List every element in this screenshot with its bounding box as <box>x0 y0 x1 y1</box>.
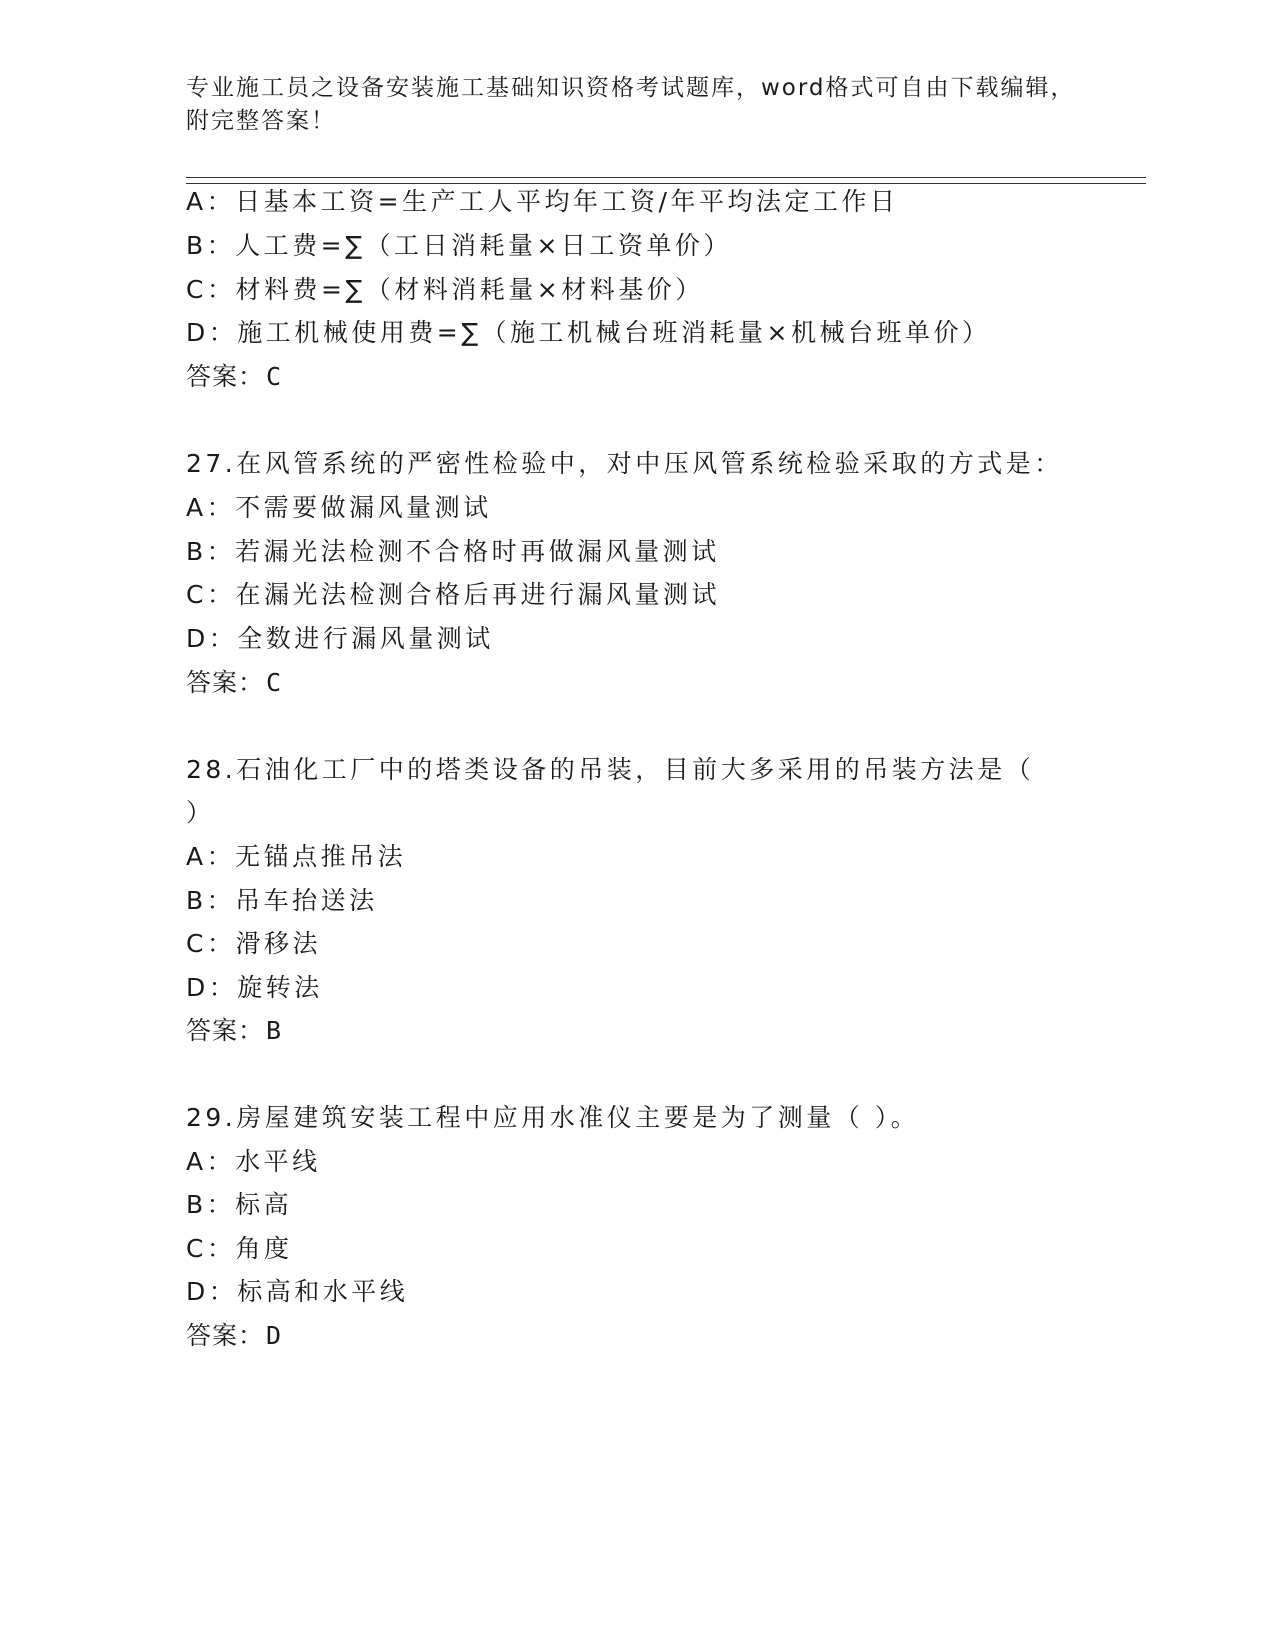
header-divider <box>186 177 1146 184</box>
q27-option-d: D：全数进行漏风量测试 <box>186 624 494 653</box>
q28-option-a: A：无锚点推吊法 <box>186 842 407 871</box>
answer-label: 答案： <box>186 668 265 697</box>
q27-option-c: C：在漏光法检测合格后再进行漏风量测试 <box>186 580 720 609</box>
answer-value: C <box>266 668 283 697</box>
q26-option-b: B：人工费=∑（工日消耗量×日工资单价） <box>186 231 732 260</box>
q28-option-d: D：旋转法 <box>186 973 323 1002</box>
document-header <box>186 72 1086 138</box>
q27-option-a: A：不需要做漏风量测试 <box>186 493 492 522</box>
answer-value: B <box>266 1016 283 1045</box>
q29-option-c: C：角度 <box>186 1234 293 1263</box>
q29-option-a: A：水平线 <box>186 1147 321 1176</box>
q28-option-b: B：吊车抬送法 <box>186 886 378 915</box>
q29-option-b: B：标高 <box>186 1190 293 1219</box>
q28-question: 28.石油化工厂中的塔类设备的吊装，目前大多采用的吊装方法是（ <box>186 755 1035 784</box>
q26-option-d: D：施工机械使用费=∑（施工机械台班消耗量×机械台班单价） <box>186 318 991 347</box>
q28-question-continuation: ） <box>186 798 215 827</box>
q27-answer <box>186 667 282 699</box>
answer-label: 答案： <box>186 362 265 391</box>
q26-option-c: C：材料费=∑（材料消耗量×材料基价） <box>186 275 704 304</box>
q28-answer <box>186 1015 282 1047</box>
q27-question: 27.在风管系统的严密性检验中，对中压风管系统检验采取的方式是： <box>186 449 1063 478</box>
q29-option-d: D：标高和水平线 <box>186 1277 409 1306</box>
q28-option-c: C：滑移法 <box>186 929 321 958</box>
answer-value: C <box>266 362 283 391</box>
answer-label: 答案： <box>186 1016 265 1045</box>
answer-label: 答案： <box>186 1321 265 1350</box>
q27-option-b: B：若漏光法检测不合格时再做漏风量测试 <box>186 537 720 566</box>
q29-question: 29.房屋建筑安装工程中应用水准仪主要是为了测量（ ）。 <box>186 1103 920 1132</box>
q29-answer <box>186 1320 282 1352</box>
answer-value: D <box>266 1321 283 1350</box>
q26-option-a: A：日基本工资=生产工人平均年工资/年平均法定工作日 <box>186 187 899 216</box>
header-line-2: 附完整答案！ <box>186 108 336 134</box>
q26-answer <box>186 361 282 393</box>
header-line-1: 专业施工员之设备安装施工基础知识资格考试题库，word格式可自由下载编辑， <box>186 75 1076 101</box>
